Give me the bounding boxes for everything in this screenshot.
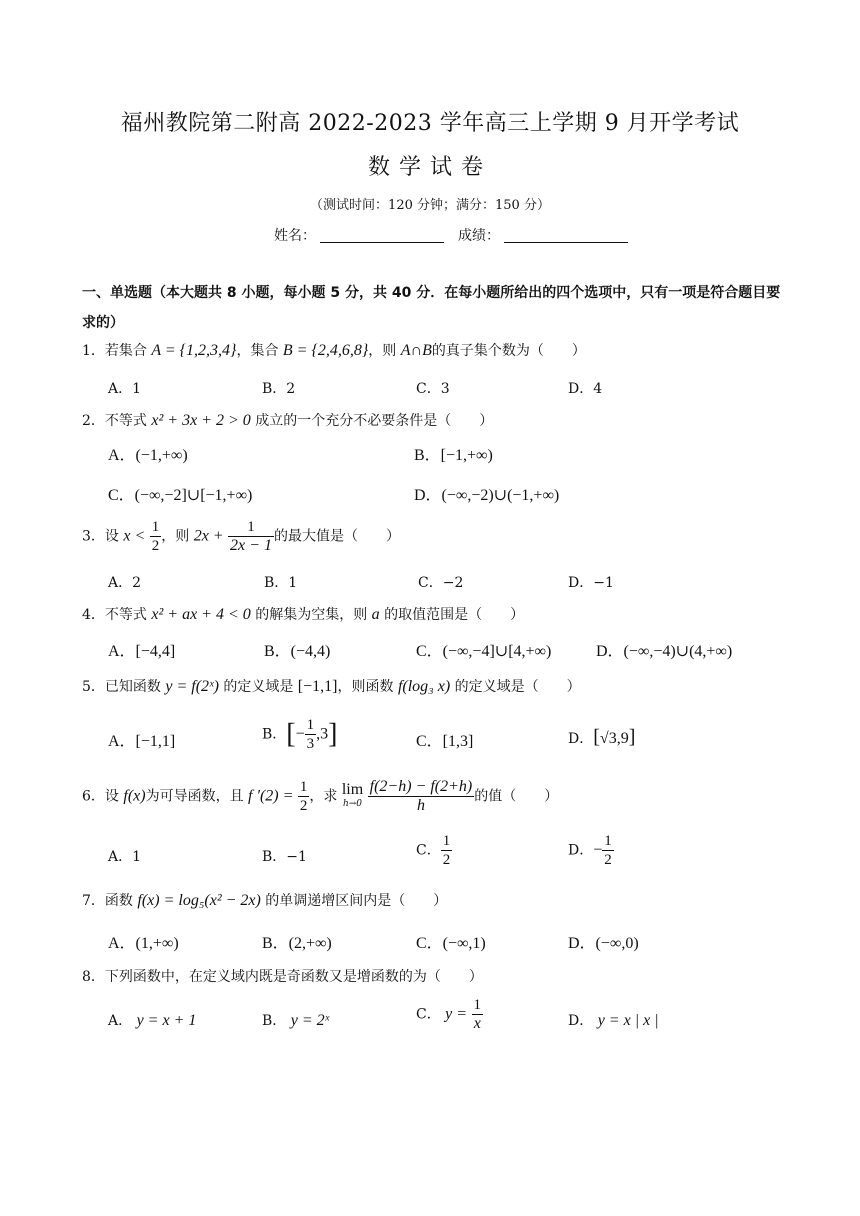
math-expr: y = 2ˣ — [290, 1012, 330, 1029]
numerator: 1 — [151, 519, 160, 535]
limit — [341, 780, 364, 811]
option-a[interactable]: A．1 — [108, 381, 142, 397]
exam-subtitle: 数学试卷 — [367, 155, 492, 180]
stem-text: 的单调递增区间内是（ ） — [265, 893, 448, 909]
math-expr: f(x) — [123, 787, 146, 805]
option-b[interactable] — [262, 716, 337, 753]
fraction — [472, 996, 484, 1033]
fraction — [228, 518, 274, 555]
option-c[interactable]: C．(−∞,−4]∪[4,+∞) — [416, 643, 552, 660]
name-label: 姓名： — [274, 228, 316, 244]
question-5 — [82, 676, 581, 696]
math-expr: y = x | x | — [597, 1012, 659, 1029]
option-a[interactable]: A．(1,+∞) — [108, 935, 179, 952]
stem-text: 的值（ ） — [474, 788, 559, 805]
option-d[interactable] — [568, 832, 614, 869]
stem-text: 不等式 — [104, 413, 147, 429]
denominator: 3 — [306, 736, 315, 752]
math-expr: B = {2,4,6,8} — [282, 342, 369, 359]
question-number: 3． — [82, 528, 105, 545]
stem-text: 下列函数中，在定义域内既是奇函数又是增函数的为（ ） — [104, 969, 483, 985]
option-d[interactable]: D．(−∞,−4)∪(4,+∞) — [596, 643, 733, 660]
math-expr: − — [593, 841, 603, 859]
option-a[interactable]: A．1 — [108, 849, 142, 865]
stem-text: 的定义域是（ ） — [454, 679, 581, 695]
option-c[interactable]: C．(−∞,−2]∪[−1,+∞) — [108, 487, 253, 504]
option-d[interactable]: D．−1 — [568, 575, 614, 591]
option-a[interactable] — [108, 1010, 196, 1030]
math-expr: √3,9 — [599, 730, 629, 747]
option-d[interactable] — [568, 1010, 659, 1030]
fraction — [368, 778, 475, 815]
stem-text: ，则 — [161, 528, 190, 545]
question-2 — [82, 410, 493, 430]
math-expr: f(log₃ x) — [397, 678, 451, 695]
stem-text: 已知函数 — [104, 679, 161, 695]
option-c[interactable] — [416, 996, 483, 1033]
score-label: 成绩： — [458, 228, 500, 244]
option-b[interactable]: B．(2,+∞) — [262, 935, 332, 952]
denominator: 2 — [151, 538, 160, 554]
option-letter: B． — [262, 726, 287, 743]
option-letter: D． — [568, 1013, 594, 1029]
denominator: 2 — [299, 798, 308, 814]
option-a[interactable]: A．[−4,4] — [108, 643, 176, 660]
name-field — [274, 225, 448, 245]
stem-text: ，则函数 — [337, 679, 394, 695]
math-expr: y = x + 1 — [136, 1012, 197, 1029]
option-c[interactable]: C．(−∞,1) — [416, 935, 486, 952]
stem-text: ，则 — [368, 343, 397, 359]
option-c[interactable]: C．3 — [416, 381, 450, 397]
option-b[interactable]: B．(−4,4) — [264, 643, 331, 660]
fraction — [298, 778, 310, 815]
option-d[interactable]: D．(−∞,0) — [568, 935, 639, 952]
question-4 — [82, 604, 524, 624]
numerator: 1 — [604, 833, 612, 849]
question-7 — [82, 890, 447, 910]
math-expr: A = {1,2,3,4} — [151, 342, 237, 359]
stem-text: 的解集为空集，则 — [255, 607, 368, 623]
math-expr: x² + 3x + 2 > 0 — [151, 412, 251, 429]
math-expr: A∩B — [400, 342, 432, 359]
exam-title: 福州教院第二附高 2022-2023 学年高三上学期 9 月开学考试 — [120, 111, 740, 136]
numerator: 1 — [442, 833, 451, 849]
stem-text: 设 — [104, 788, 119, 805]
math-expr: − — [295, 725, 305, 743]
math-expr: f ′(2) = — [248, 787, 294, 805]
question-number: 1． — [82, 343, 105, 359]
name-blank — [320, 228, 444, 243]
exam-info: （测试时间：120 分钟；满分：150 分） — [310, 198, 550, 213]
option-letter: D． — [568, 731, 594, 747]
option-a[interactable]: A．2 — [108, 575, 142, 591]
math-expr: f(x) = log₅(x² − 2x) — [137, 892, 261, 909]
stem-text: ，集合 — [236, 343, 279, 359]
numerator: 1 — [299, 779, 308, 795]
option-letter: C． — [416, 1006, 441, 1023]
denominator: h — [416, 797, 425, 814]
stem-text: 设 — [104, 528, 119, 545]
option-b[interactable]: B．−1 — [262, 849, 307, 865]
denominator: x — [473, 1015, 481, 1032]
math-expr: a — [371, 606, 380, 623]
option-a[interactable]: A．[−1,1] — [108, 733, 176, 750]
math-expr: y = f(2ˣ) — [165, 678, 219, 695]
stem-text: 成立的一个充分不必要条件是（ ） — [255, 413, 494, 429]
score-blank — [504, 228, 628, 243]
option-c[interactable]: C．[1,3] — [416, 733, 474, 750]
numerator: 1 — [306, 717, 315, 733]
question-number: 8． — [82, 969, 105, 985]
option-letter: C． — [416, 842, 441, 859]
question-8 — [82, 966, 483, 986]
option-letter: D． — [568, 842, 594, 859]
bracket-open: [ — [593, 726, 600, 748]
numerator: 1 — [473, 997, 482, 1013]
option-c[interactable]: C．−2 — [418, 575, 464, 591]
question-6 — [82, 778, 558, 815]
bracket-close: ] — [328, 718, 338, 750]
bracket-open: [ — [286, 718, 296, 750]
limit-label: lim — [341, 780, 364, 798]
fraction — [150, 518, 162, 555]
question-number: 5． — [82, 679, 105, 695]
question-number: 7． — [82, 893, 105, 909]
denominator: 2x − 1 — [230, 537, 272, 554]
fraction — [441, 832, 453, 869]
denominator: 2 — [442, 852, 451, 868]
option-a[interactable]: A．(−1,+∞) — [108, 447, 188, 464]
math-expr: y = — [445, 1005, 468, 1023]
math-expr: x² + ax + 4 < 0 — [151, 606, 251, 623]
option-d[interactable] — [568, 726, 635, 749]
stem-text: 若集合 — [104, 343, 147, 359]
option-d[interactable]: D．4 — [568, 381, 603, 397]
fraction — [602, 832, 614, 869]
math-expr: ,3 — [316, 725, 329, 743]
section-heading: 一、单选题（本大题共 8 小题，每小题 5 分，共 40 分．在每小题所给出的四个选项中，只有一项是符合题目要求的） — [82, 285, 781, 331]
option-d[interactable]: D．(−∞,−2)∪(−1,+∞) — [414, 487, 560, 504]
fraction — [305, 716, 317, 753]
stem-text: 不等式 — [104, 607, 147, 623]
denominator: 2 — [604, 852, 612, 868]
option-b[interactable] — [262, 1010, 329, 1030]
option-b[interactable]: B．1 — [264, 575, 298, 591]
option-b[interactable]: B．2 — [262, 381, 296, 397]
option-letter: A． — [108, 1013, 133, 1029]
stem-text: 函数 — [104, 893, 133, 909]
option-letter: B． — [262, 1013, 287, 1029]
score-field — [458, 225, 632, 245]
stem-text: 的最大值是（ ） — [273, 528, 400, 545]
numerator: 1 — [228, 518, 274, 537]
stem-text: 的真子集个数为（ ） — [431, 343, 586, 359]
math-expr: x < — [123, 527, 146, 545]
option-b[interactable]: B．[−1,+∞) — [414, 447, 493, 464]
question-number: 6． — [82, 788, 105, 805]
stem-text: 为可导函数，且 — [145, 788, 244, 805]
numerator: f(2−h) − f(2+h) — [369, 778, 473, 795]
limit-subscript: h→0 — [342, 798, 363, 809]
stem-text: 的定义域是 — [223, 679, 294, 695]
bracket-close: ] — [628, 726, 636, 748]
stem-text: 的取值范围是（ ） — [384, 607, 525, 623]
math-expr: [−1,1] — [297, 678, 338, 695]
stem-text: ，求 — [309, 788, 338, 805]
question-3 — [82, 518, 400, 555]
math-expr: 2x + — [193, 527, 224, 545]
question-1 — [82, 340, 586, 360]
option-c[interactable] — [416, 832, 452, 869]
question-number: 2． — [82, 413, 105, 429]
question-number: 4． — [82, 607, 105, 623]
